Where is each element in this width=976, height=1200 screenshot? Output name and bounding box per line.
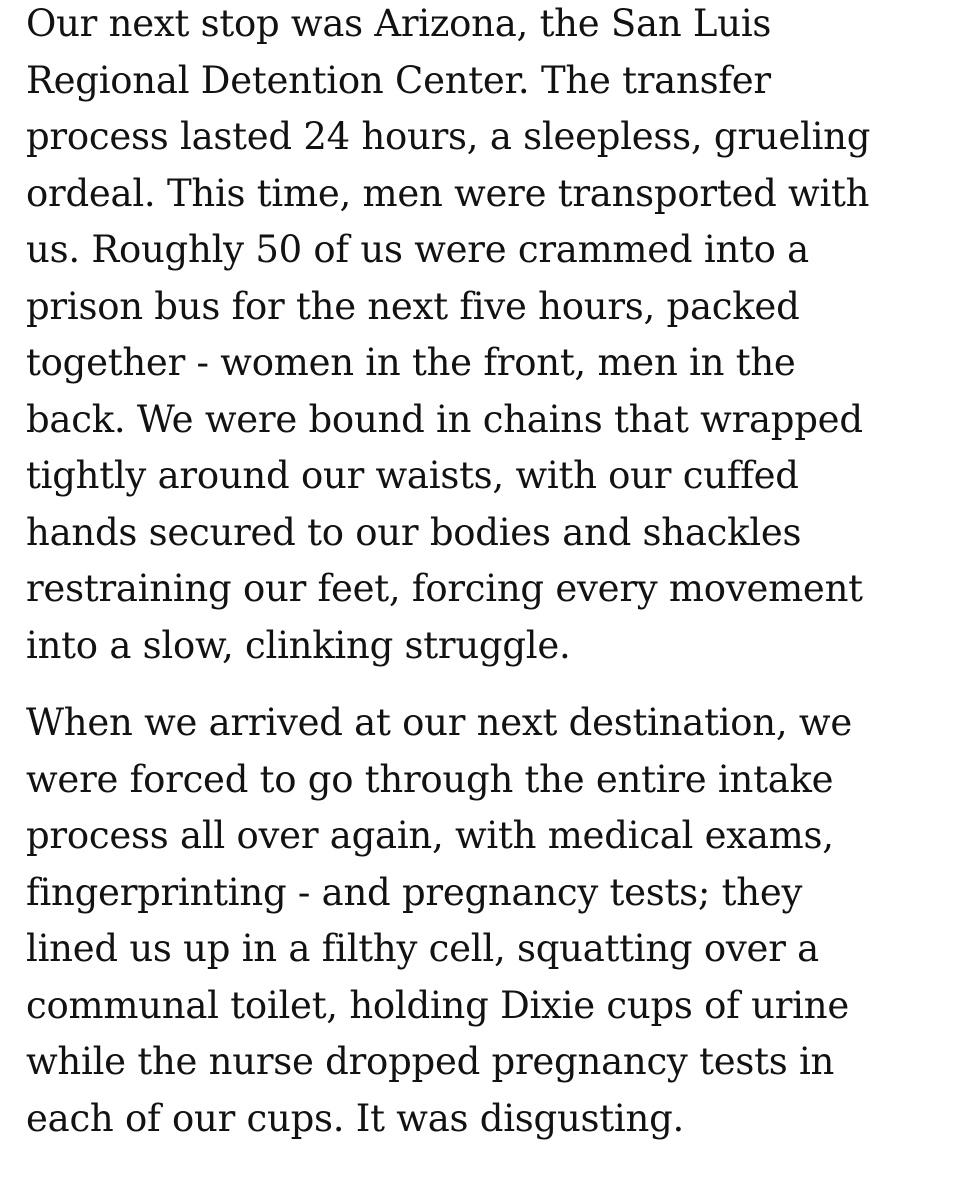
article-body <box>26 0 956 1147</box>
paragraph-line: lined us up in a filthy cell, squatting over a <box>26 927 819 970</box>
paragraph-line: Our next stop was Arizona, the San Luis <box>26 2 772 45</box>
paragraph-1 <box>26 0 956 674</box>
paragraph-line: into a slow, clinking struggle. <box>26 623 571 667</box>
paragraph-line: Regional Detention Center. The transfer <box>26 58 771 102</box>
paragraph-line: process all over again, with medical exams, <box>26 814 834 857</box>
paragraph-line: back. We were bound in chains that wrapped <box>26 397 863 441</box>
paragraph-line: prison bus for the next five hours, packed <box>26 284 800 328</box>
paragraph-line: process lasted 24 hours, a sleepless, grueling <box>26 115 871 158</box>
paragraph-line: communal toilet, holding Dixie cups of urine <box>26 983 849 1027</box>
paragraph-line: ordeal. This time, men were transported with <box>26 171 870 215</box>
paragraph-line: us. Roughly 50 of us were crammed into a <box>26 228 809 271</box>
paragraph-line: tightly around our waists, with our cuffed <box>26 454 799 497</box>
paragraph-line: together - women in the front, men in the <box>26 341 796 384</box>
paragraph-line: each of our cups. It was disgusting. <box>26 1096 685 1140</box>
paragraph-2 <box>26 695 956 1147</box>
paragraph-line: hands secured to our bodies and shackles <box>26 510 802 554</box>
paragraph-line: while the nurse dropped pregnancy tests in <box>26 1040 835 1083</box>
paragraph-line: restraining our feet, forcing every movement <box>26 567 863 610</box>
paragraph-line: When we arrived at our next destination, we <box>26 701 852 744</box>
paragraph-line: were forced to go through the entire intake <box>26 757 834 801</box>
paragraph-line: fingerprinting - and pregnancy tests; they <box>26 870 803 914</box>
